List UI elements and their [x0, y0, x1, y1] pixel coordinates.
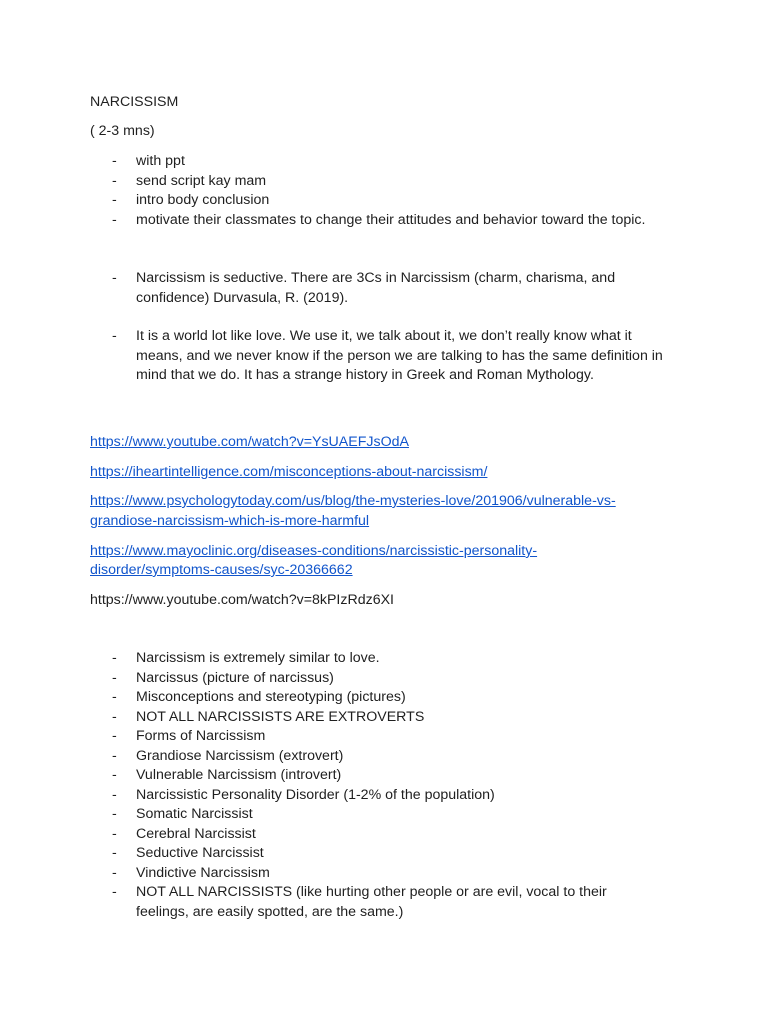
bullet-dash: - [112, 884, 117, 900]
list-item: - Seductive Narcissist [0, 844, 696, 864]
list-item: - Narcissus (picture of narcissus) [0, 669, 696, 689]
list-item: - NOT ALL NARCISSISTS (like hurting other people or are evil, vocal to their feelings, are easily spotted, are the same.) [112, 884, 607, 920]
document-title: NARCISSISM [90, 94, 179, 110]
outline-list [0, 649, 696, 922]
list-item: - It is a world lot like love. We use it, we talk about it, we don’t really know what it means, and we never know if the person we are talking to has the same definition in mind that we do. It has a strange history in Greek and Roman Mythology. [112, 328, 663, 383]
bullet-dash: - [112, 270, 117, 286]
mayoclinic-link-line-1[interactable]: https://www.mayoclinic.org/diseases-conditions/narcissistic-personality- [90, 543, 538, 559]
mayoclinic-link-line-2[interactable]: disorder/symptoms-causes/syc-20366662 [90, 562, 353, 578]
list-item: - NOT ALL NARCISSISTS ARE EXTROVERTS [0, 708, 696, 728]
list-item: - Cerebral Narcissist [0, 825, 696, 845]
paragraph-item-love [0, 327, 676, 386]
list-item: - Vindictive Narcissism [0, 864, 696, 884]
plain-youtube-url: https://www.youtube.com/watch?v=8kPIzRdz6XI [90, 592, 394, 608]
psychologytoday-link-line-1[interactable]: https://www.psychologytoday.com/us/blog/the-mysteries-love/201906/vulnerable-vs- [90, 493, 616, 509]
list-item: - motivate their classmates to change their attitudes and behavior toward the topic. [0, 211, 736, 231]
bullet-dash: - [112, 708, 117, 725]
bullet-dash: - [112, 728, 117, 744]
bullet-dash: - [112, 669, 117, 686]
list-item: - Narcissism is seductive. There are 3Cs in Narcissism (charm, charisma, and confidence) Durvasula, R. (2019). [112, 270, 616, 306]
list-item: - Somatic Narcissist [0, 805, 696, 825]
bullet-dash: - [112, 328, 117, 344]
list-item: - with ppt [0, 152, 696, 172]
list-item: - Narcissism is extremely similar to love. [0, 649, 696, 669]
task-list [0, 152, 736, 230]
youtube-link-1[interactable]: https://www.youtube.com/watch?v=YsUAEFJsOdA [90, 434, 409, 450]
bullet-dash: - [112, 825, 117, 842]
bullet-dash: - [112, 806, 117, 822]
bullet-dash: - [112, 192, 117, 208]
bullet-dash: - [112, 767, 117, 783]
bullet-dash: - [112, 211, 117, 228]
list-item: - send script kay mam [0, 172, 696, 192]
bullet-dash: - [112, 172, 117, 189]
bullet-dash: - [112, 864, 117, 881]
list-item: - Vulnerable Narcissism (introvert) [0, 766, 696, 786]
psychologytoday-link-line-2[interactable]: grandiose-narcissism-which-is-more-harmful [90, 513, 370, 529]
bullet-dash: - [112, 786, 117, 803]
list-item: - intro body conclusion [0, 191, 696, 211]
list-item: - Forms of Narcissism [0, 727, 696, 747]
list-item: - Narcissistic Personality Disorder (1-2% of the population) [0, 786, 696, 806]
paragraph-item-seductive [0, 269, 676, 308]
list-item: - Grandiose Narcissism (extrovert) [0, 747, 696, 767]
duration-note: ( 2-3 mns) [90, 123, 155, 139]
bullet-dash: - [112, 689, 117, 705]
bullet-dash: - [112, 845, 117, 861]
bullet-dash: - [112, 650, 117, 666]
iheartintelligence-link[interactable]: https://iheartintelligence.com/misconceptions-about-narcissism/ [90, 464, 488, 480]
bullet-dash: - [112, 153, 117, 169]
bullet-dash: - [112, 747, 117, 764]
list-item: - Misconceptions and stereotyping (pictures) [0, 688, 696, 708]
